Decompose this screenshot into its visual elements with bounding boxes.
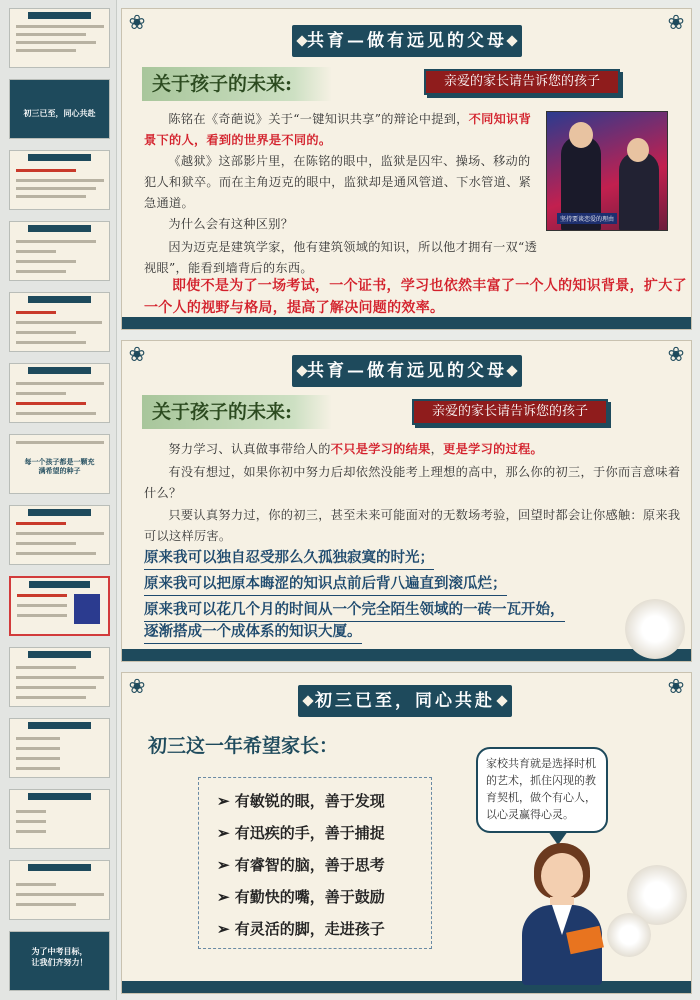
slide-thumbnail-panel [0,0,117,1000]
list-item: ➢ 有敏锐的眼，善于发现 [217,792,385,810]
slide-thumbnail-5[interactable] [9,292,110,352]
slide-thumbnail-12[interactable] [9,789,110,849]
list-item: ➢ 有迅疾的手，善于捕捉 [217,824,385,842]
slide-1[interactable] [121,8,692,330]
magnolia-decoration [625,599,685,659]
corner-ornament-icon: ❀ [128,674,146,698]
list-item: ➢ 有灵活的脚，走进孩子 [217,920,385,938]
paragraph-1: 努力学习、认真做事带给人的不只是学习的结果，更是学习的过程。 [168,442,544,456]
thumbnail-text: 每一个孩子都是一颗充满希望的种子 [24,457,95,475]
speech-bubble: 家校共育就是选择时机的艺术，抓住闪现的教育契机，做个有心人，以心灵赢得心灵。 [476,747,608,833]
section-heading: 关于孩子的未来: [142,395,332,429]
conclusion-text: 即使不是为了一场考试，一个证书，学习也依然丰富了一个人的知识背景，扩大了一个人的视野与格局，提高了解决问题的效率。 [144,278,687,316]
debate-photo [546,111,668,231]
slide-thumbnail-14[interactable] [9,931,110,991]
paragraph-2: 《越狱》这部影片里，在陈铭的眼中，监狱是囚牢、操场、移动的犯人和狱卒。而在主角迈克的眼中，监狱却是通风管道、下水管道、紧急通道。 [144,154,532,210]
slide-thumbnail-7[interactable] [9,434,110,494]
photo-caption: 坚持要谈恋爱的理由 [557,213,617,224]
slide-2[interactable] [121,340,692,662]
corner-ornament-icon: ❀ [128,342,146,366]
magnolia-decoration [607,913,651,957]
section-heading: 关于孩子的未来: [142,67,332,101]
slide-title: 共育—做有远见的父母 [292,355,522,387]
list-item: ➢ 有勤快的嘴，善于鼓励 [217,888,385,906]
slide-thumbnail-13[interactable] [9,860,110,920]
callout-bubble: 亲爱的家长请告诉您的孩子 [412,399,608,425]
slide-thumbnail-1[interactable] [9,8,110,68]
thumbnail-title: 为了中考目标，让我们齐努力！ [31,946,88,967]
section-heading: 初三这一年希望家长： [148,735,339,757]
paragraph-1: 陈铭在《奇葩说》关于“一键知识共享”的辩论中提到，不同知识背景下的人，看到的世界是不同的。 [144,112,532,147]
slide-thumbnail-4[interactable] [9,221,110,281]
slide-3[interactable] [121,672,692,994]
slide-title: 初三已至，同心共赴 [298,685,512,717]
slide-title: 共育—做有远见的父母 [292,25,522,57]
corner-ornament-icon: ❀ [667,342,685,366]
slide-thumbnail-9[interactable] [9,576,110,636]
teacher-illustration [508,843,618,983]
realization-line-1: 原来我可以独自忍受那么久孤独寂寞的时光； [144,547,434,570]
paragraph-3: 只要认真努力过，你的初三，甚至未来可能面对的无数场考验，回望时都会让你感触：原来我可以这样厉害。 [144,508,681,543]
expectation-list [198,777,432,949]
paragraph-3: 为什么会有这种区别？ [168,217,294,231]
paragraph-2: 有没有想过，如果你初中努力后却依然没能考上理想的高中，那么你的初三，于你而言意味着什么？ [144,465,681,500]
corner-ornament-icon: ❀ [667,10,685,34]
callout-bubble: 亲爱的家长请告诉您的孩子 [424,69,620,95]
list-item: ➢ 有睿智的脑，善于思考 [217,856,385,874]
slide-thumbnail-6[interactable] [9,363,110,423]
slide-thumbnail-11[interactable] [9,718,110,778]
slide-thumbnail-2[interactable] [9,79,110,139]
slide-thumbnail-3[interactable] [9,150,110,210]
paragraph-4: 因为迈克是建筑学家，他有建筑领域的知识，所以他才拥有一双“透视眼”，能看到墙背后的东西。 [144,240,538,275]
realization-line-3: 原来我可以花几个月的时间从一个完全陌生领域的一砖一瓦开始， [144,599,565,622]
corner-ornament-icon: ❀ [128,10,146,34]
slide-thumbnail-8[interactable] [9,505,110,565]
realization-line-2: 原来我可以把原本晦涩的知识点前后背八遍直到滚瓜烂； [144,573,507,596]
slide-thumbnail-10[interactable] [9,647,110,707]
corner-ornament-icon: ❀ [667,674,685,698]
thumbnail-title: 初三已至，同心共赴 [23,108,96,118]
realization-line-4: 逐渐搭成一个成体系的知识大厦。 [144,621,362,644]
